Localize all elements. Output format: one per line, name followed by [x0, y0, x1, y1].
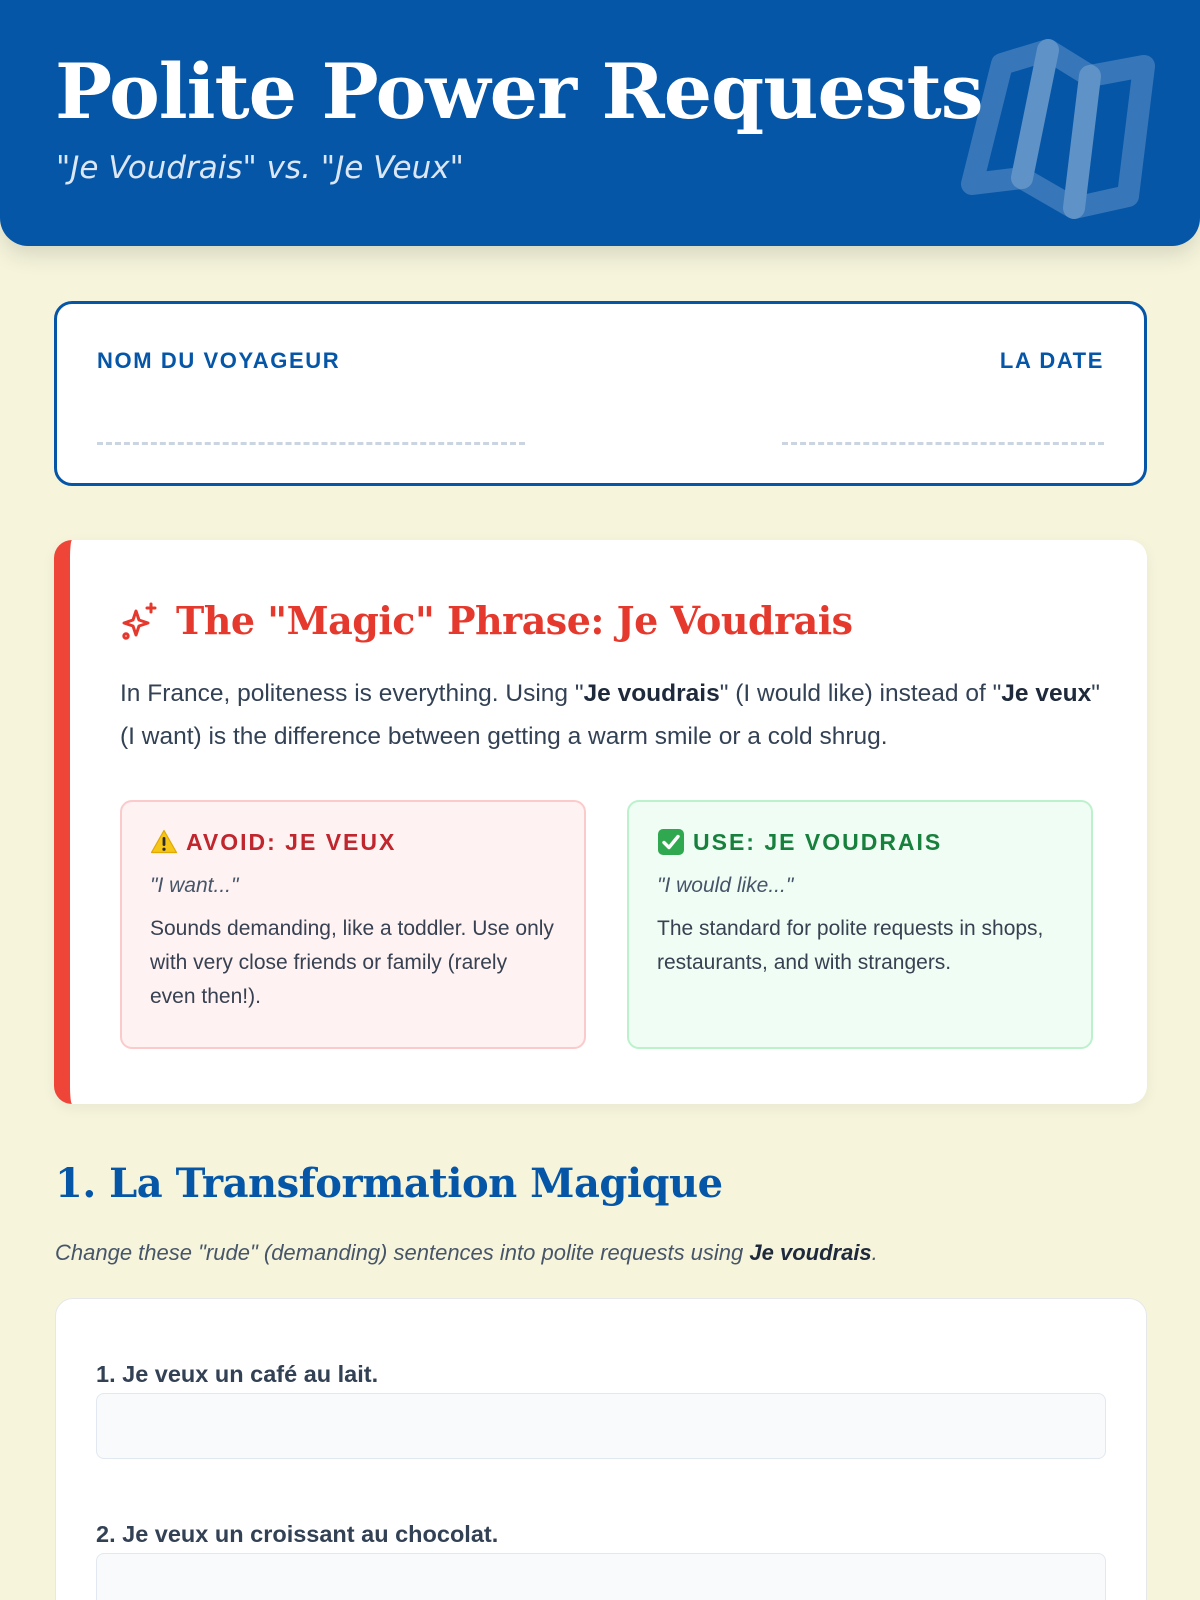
avoid-quote: "I want..."	[150, 874, 239, 897]
date-label: LA DATE	[999, 348, 1104, 373]
magic-title: The "Magic" Phrase: Je Voudrais	[176, 598, 853, 643]
map-icon	[960, 36, 1176, 232]
section-1-title: 1. La Transformation Magique	[55, 1160, 723, 1207]
je-veux-emphasis: Je veux	[1001, 680, 1092, 707]
page-subtitle: "Je Voudrais" vs. "Je Veux"	[56, 150, 464, 186]
traveller-info-card	[54, 301, 1147, 486]
sparkle-icon	[120, 601, 160, 641]
magic-intro-text: In France, politeness is everything. Using "Je voudrais" (I would like) instead of "Je veux" (I want) is the difference between getting a warm smile or a cold shrug.	[120, 680, 1100, 750]
use-heading: USE: JE VOUDRAIS	[693, 828, 943, 855]
question-2-answer-input[interactable]	[96, 1553, 1106, 1600]
instruction-emphasis: Je voudrais	[749, 1240, 872, 1265]
section-1-instruction: Change these "rude" (demanding) sentences into polite requests using Je voudrais.	[55, 1240, 878, 1265]
use-description: The standard for polite requests in shops, restaurants, and with strangers.	[657, 917, 1044, 974]
magic-title-row	[120, 598, 853, 643]
avoid-description: Sounds demanding, like a toddler. Use only with very close friends or family (rarely even then!).	[150, 917, 554, 1008]
use-quote: "I would like..."	[657, 874, 794, 897]
page-header	[0, 0, 1200, 246]
avoid-heading-row	[150, 828, 558, 856]
question-2-label: 2. Je veux un croissant au chocolat.	[96, 1521, 499, 1547]
use-box	[627, 800, 1093, 1049]
use-heading-row	[657, 828, 1065, 856]
je-voudrais-emphasis: Je voudrais	[583, 680, 720, 707]
question-1-answer-input[interactable]	[96, 1393, 1106, 1459]
question-1-label: 1. Je veux un café au lait.	[96, 1361, 379, 1387]
avoid-heading: AVOID: JE VEUX	[186, 828, 397, 855]
magic-phrase-card	[54, 540, 1147, 1104]
page-title: Polite Power Requests	[55, 47, 983, 136]
traveller-name-field[interactable]	[97, 442, 525, 445]
exercise-card	[55, 1298, 1147, 1600]
traveller-name-label: NOM DU VOYAGEUR	[97, 348, 341, 373]
warning-icon	[150, 828, 178, 856]
date-field[interactable]	[782, 442, 1104, 445]
avoid-box	[120, 800, 586, 1049]
check-icon	[657, 828, 685, 856]
